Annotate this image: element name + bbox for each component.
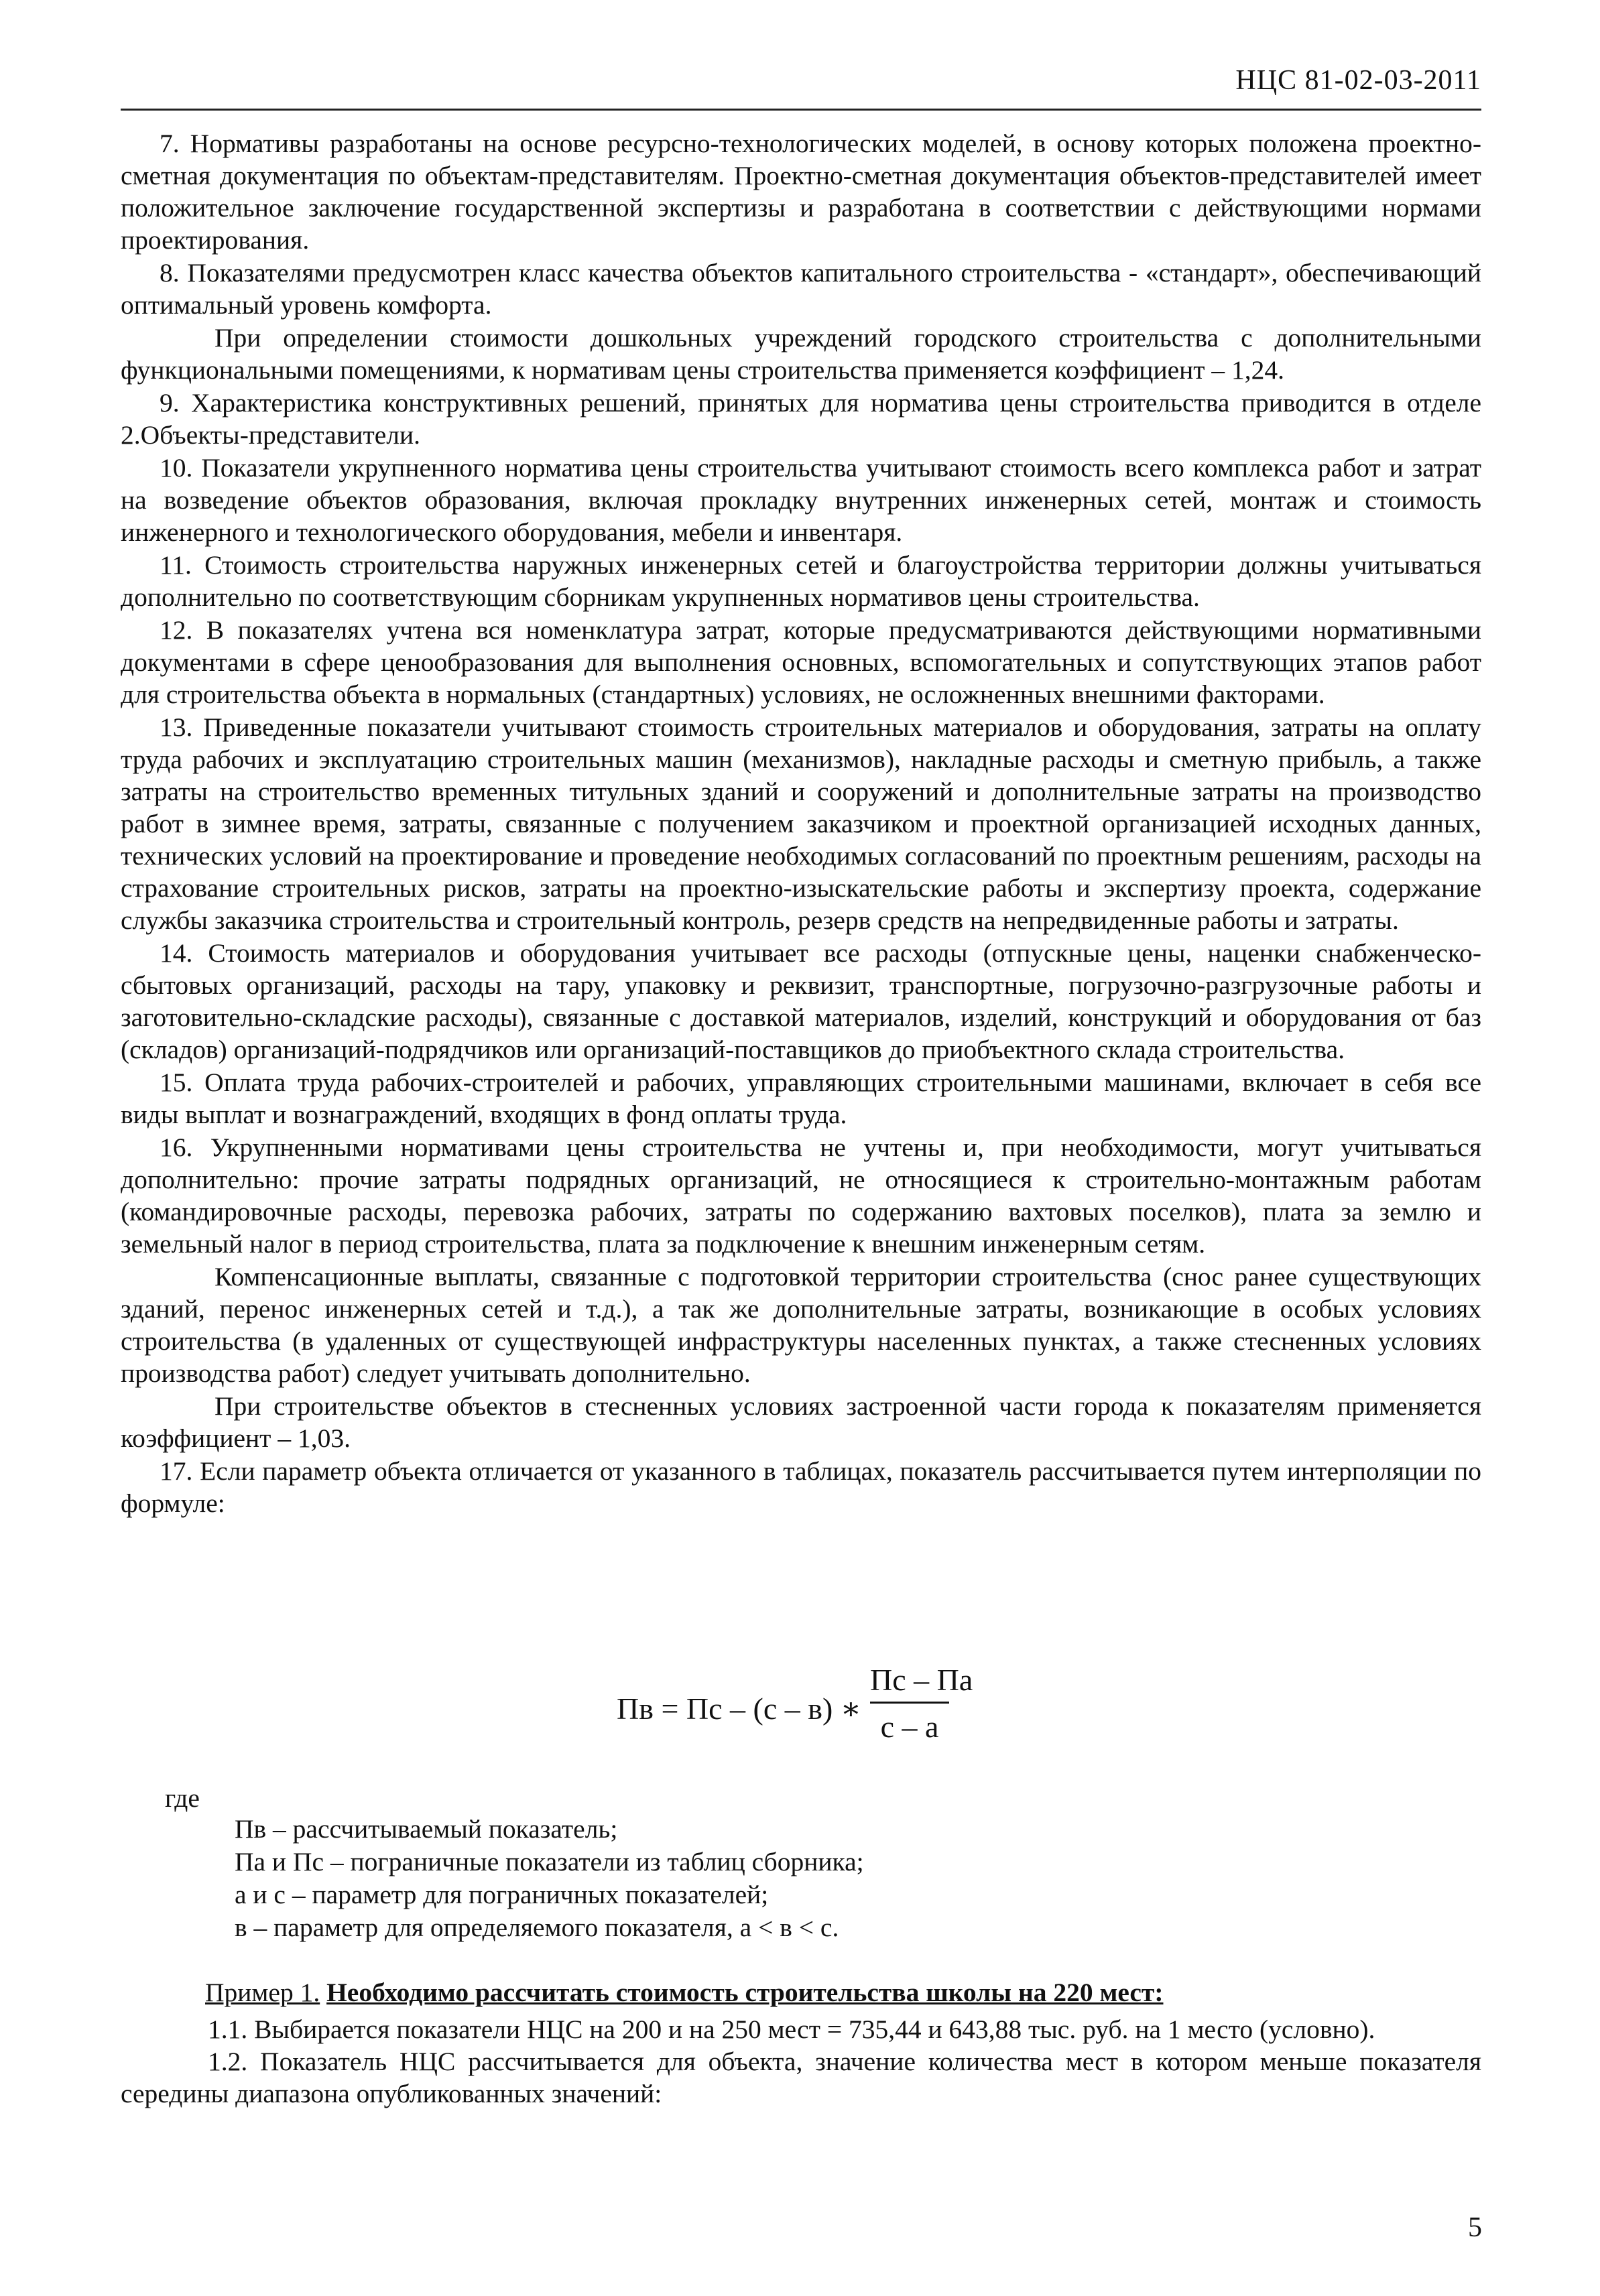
paragraph-15: 15. Оплата труда рабочих-строителей и рабочих, управляющих строительными машинами, включает в себя все виды выплат и вознаграждений, входящих в фонд оплаты труда. bbox=[121, 1068, 1481, 1129]
formula-denominator: с – а bbox=[880, 1710, 939, 1744]
definition-item: Па и Пс – пограничные показатели из таблиц сборника; bbox=[235, 1847, 864, 1876]
example-lead: Пример 1. bbox=[205, 1978, 320, 2007]
paragraph-16: 16. Укрупненными нормативами цены строительства не учтены и, при необходимости, могут учитываться дополнительно: прочие затраты подрядных организаций, не относящиеся к строительно-монтажным работам (командировочные расходы, перевозка рабочих, затраты по содержанию вахтовых поселков), плата за землю и земельный налог в период строительства, плата за подключение к внешним инженерным сетям. bbox=[121, 1133, 1481, 1259]
paragraph-11: 11. Стоимость строительства наружных инженерных сетей и благоустройства территории должны учитываться дополнительно по соответствующим сборникам укрупненных нормативов цены строительства. bbox=[121, 550, 1481, 612]
paragraph-8: 8. Показателями предусмотрен класс качества объектов капитального строительства - «стандарт», обеспечивающий оптимальный уровень комфорта. bbox=[121, 258, 1481, 320]
paragraph-8-coefficient: При определении стоимости дошкольных учреждений городского строительства с дополнительными функциональными помещениями, к нормативам цены строительства применяется коэффициент – 1,24. bbox=[121, 323, 1481, 385]
where-label: где bbox=[165, 1783, 200, 1813]
definition-item: в – параметр для определяемого показателя, а < в < с. bbox=[235, 1913, 839, 1942]
paragraph-13: 13. Приведенные показатели учитывают стоимость строительных материалов и оборудования, затраты на оплату труда рабочих и эксплуатацию строительных машин (механизмов), накладные расходы и сметную прибыль, а также затраты на строительство временных титульных зданий и сооружений и дополнительные затраты на производство работ в зимнее время, затраты, связанные с получением заказчиком и проектной организацией исходных данных, технических условий на проектирование и проведение необходимых согласований по проектным решениям, расходы на страхование строительных рисков, затраты на проектно-изыскательские работы и экспертизу проекта, содержание службы заказчика строительства и строительный контроль, резерв средств на непредвиденные работы и затраты. bbox=[121, 712, 1481, 935]
definition-item: а и с – параметр для пограничных показателей; bbox=[235, 1880, 769, 1909]
example-heading bbox=[205, 1977, 1163, 2008]
page-number: 5 bbox=[1468, 2212, 1482, 2243]
formula-numerator: Пс – Па bbox=[870, 1662, 949, 1704]
paragraph-16-coefficient: При строительстве объектов в стесненных условиях застроенной части города к показателям применяется коэффициент – 1,03. bbox=[121, 1391, 1481, 1453]
paragraph-16-compensation: Компенсационные выплаты, связанные с подготовкой территории строительства (снос ранее существующих зданий, перенос инженерных сетей и т.д.), а так же дополнительные затраты, возникающие в особых условиях строительства (в удаленных от существующей инфраструктуры населенных пунктах, а также стесненных условиях производства работ) следует учитывать дополнительно. bbox=[121, 1262, 1481, 1388]
page-header bbox=[121, 62, 1481, 111]
paragraph-7: 7. Нормативы разработаны на основе ресурсно-технологических моделей, в основу которых положена проектно-сметная документация по объектам-представителям. Проектно-сметная документация объектов-представителей имеет положительное заключение государственной экспертизы и разработана в соответствии с действующими нормами проектирования. bbox=[121, 129, 1481, 255]
paragraph-14: 14. Стоимость материалов и оборудования учитывает все расходы (отпускные цены, наценки снабженческо-сбытовых организаций, расходы на тару, упаковку и реквизит, транспортные, погрузочно-разгрузочные работы и заготовительно-складские расходы), связанные с доставкой материалов, изделий, конструкций и оборудования от баз (складов) организаций-подрядчиков или организаций-поставщиков до приобъектного склада строительства. bbox=[121, 938, 1481, 1064]
document-code: НЦС 81-02-03-2011 bbox=[1235, 65, 1481, 96]
formula-definitions bbox=[235, 1813, 864, 1944]
paragraph-17: 17. Если параметр объекта отличается от указанного в таблицах, показатель рассчитывается путем интерполяции по формуле: bbox=[121, 1456, 1481, 1518]
definition-item: Пв – рассчитываемый показатель; bbox=[235, 1814, 618, 1844]
interpolation-formula bbox=[617, 1662, 1019, 1756]
example-item-1-2: 1.2. Показатель НЦС рассчитывается для объекта, значение количества мест в котором меньше показателя середины диапазона опубликованных значений: bbox=[121, 2047, 1481, 2108]
example-item-1-1: 1.1. Выбирается показатели НЦС на 200 и на 250 мест = 735,44 и 643,88 тыс. руб. на 1 место (условно). bbox=[208, 2015, 1375, 2044]
example-title: Необходимо рассчитать стоимость строительства школы на 220 мест: bbox=[326, 1978, 1164, 2007]
paragraph-9: 9. Характеристика конструктивных решений, принятых для норматива цены строительства приводится в отделе 2.Объекты-представители. bbox=[121, 388, 1481, 450]
paragraph-12: 12. В показателях учтена вся номенклатура затрат, которые предусматриваются действующими нормативными документами в сфере ценообразования для выполнения основных, вспомогательных и сопутствующих этапов работ для строительства объекта в нормальных (стандартных) условиях, не осложненных внешними факторами. bbox=[121, 615, 1481, 709]
body-text bbox=[121, 127, 1481, 1520]
formula-lhs: Пв = Пс – (с – в) ∗ bbox=[617, 1692, 862, 1726]
paragraph-10: 10. Показатели укрупненного норматива цены строительства учитывают стоимость всего комплекса работ и затрат на возведение объектов образования, включая прокладку внутренних инженерных сетей, монтаж и стоимость инженерного и технологического оборудования, мебели и инвентаря. bbox=[121, 453, 1481, 547]
formula-fraction bbox=[870, 1662, 973, 1744]
example-body bbox=[121, 2013, 1481, 2110]
